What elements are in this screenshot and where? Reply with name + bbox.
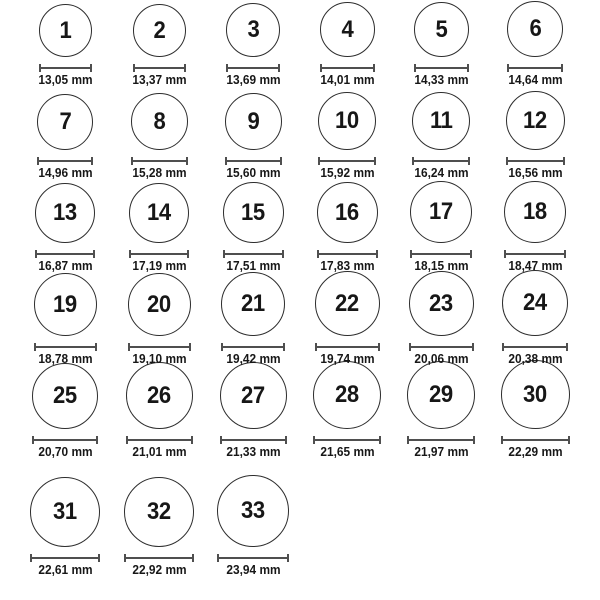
diameter-label: 20,70 mm [37, 445, 93, 460]
ring-size-number: 7 [59, 108, 71, 136]
diameter-label: 20,38 mm [507, 352, 563, 367]
diameter-dimension-line [504, 250, 566, 258]
diameter-dimension-line [133, 64, 186, 72]
ring-circle [223, 182, 284, 243]
ring-size-number: 9 [247, 107, 259, 135]
ring-size-cell [112, 372, 206, 465]
diameter-label: 17,51 mm [225, 259, 281, 274]
diameter-dimension-line [30, 554, 100, 562]
ring-circle [126, 362, 193, 429]
ring-size-cell [488, 186, 582, 279]
ring-size-cell [300, 93, 394, 186]
ring-circle [507, 1, 563, 57]
ring-circle [221, 272, 285, 336]
diameter-dimension-line [414, 64, 469, 72]
ring-size-number: 27 [241, 381, 265, 409]
ring-circle [414, 2, 469, 57]
ring-size-cell [18, 186, 112, 279]
ring-size-cell [488, 279, 582, 372]
diameter-dimension-line [223, 250, 284, 258]
diameter-label: 21,33 mm [225, 445, 281, 460]
diameter-label: 15,28 mm [131, 166, 187, 181]
ring-size-number: 29 [429, 381, 453, 409]
ring-size-cell [18, 279, 112, 372]
chart-row [18, 93, 582, 186]
ring-circle [124, 477, 194, 547]
ring-circle [34, 273, 97, 336]
diameter-dimension-line [502, 343, 568, 351]
ring-size-cell [112, 186, 206, 279]
diameter-label: 16,87 mm [37, 259, 93, 274]
diameter-dimension-line [318, 157, 376, 165]
ring-circle [35, 183, 95, 243]
ring-size-cell [18, 372, 112, 465]
diameter-dimension-line [313, 436, 381, 444]
diameter-dimension-line [410, 250, 472, 258]
diameter-dimension-line [409, 343, 474, 351]
ring-circle [410, 181, 472, 243]
ring-size-number: 13 [53, 199, 77, 227]
ring-circle [504, 181, 566, 243]
ring-size-number: 15 [241, 198, 265, 226]
ring-size-number: 6 [529, 15, 541, 43]
ring-size-number: 20 [147, 290, 171, 318]
diameter-dimension-line [225, 157, 282, 165]
ring-size-number: 26 [147, 381, 171, 409]
ring-size-cell [18, 465, 112, 583]
diameter-dimension-line [129, 250, 189, 258]
diameter-label: 22,92 mm [131, 563, 187, 578]
diameter-dimension-line [501, 436, 570, 444]
ring-size-cell [206, 0, 300, 93]
ring-size-number: 16 [335, 198, 359, 226]
diameter-dimension-line [412, 157, 470, 165]
ring-size-cell [112, 465, 206, 583]
ring-size-number: 8 [153, 107, 165, 135]
diameter-dimension-line [407, 436, 475, 444]
ring-size-number: 32 [147, 498, 171, 526]
ring-circle [409, 271, 474, 336]
ring-circle [129, 183, 189, 243]
diameter-label: 14,01 mm [319, 73, 375, 88]
ring-size-cell [394, 279, 488, 372]
ring-size-number: 5 [435, 15, 447, 43]
ring-size-number: 12 [523, 106, 547, 134]
ring-size-cell [18, 93, 112, 186]
diameter-label: 13,37 mm [131, 73, 187, 88]
chart-row [18, 279, 582, 372]
diameter-dimension-line [317, 250, 378, 258]
diameter-label: 20,06 mm [413, 352, 469, 367]
ring-size-cell [488, 0, 582, 93]
ring-circle [131, 93, 188, 150]
diameter-label: 14,64 mm [507, 73, 563, 88]
ring-size-cell [488, 93, 582, 186]
ring-size-cell [206, 93, 300, 186]
ring-size-cell [394, 93, 488, 186]
ring-circle [133, 4, 186, 57]
ring-size-number: 30 [523, 380, 547, 408]
diameter-label: 18,15 mm [413, 259, 469, 274]
diameter-label: 14,96 mm [37, 166, 93, 181]
ring-circle [220, 362, 287, 429]
chart-row [18, 372, 582, 465]
ring-circle [412, 92, 470, 150]
ring-size-number: 33 [241, 497, 265, 525]
ring-size-number: 21 [241, 290, 265, 318]
ring-circle [32, 363, 98, 429]
ring-circle [501, 360, 570, 429]
ring-circle [128, 273, 191, 336]
ring-circle [37, 94, 93, 150]
ring-size-number: 11 [429, 107, 453, 135]
ring-size-cell [300, 186, 394, 279]
ring-size-cell [300, 0, 394, 93]
ring-circle [30, 477, 100, 547]
ring-circle [506, 91, 565, 150]
diameter-dimension-line [35, 250, 95, 258]
ring-size-number: 2 [153, 16, 165, 44]
diameter-dimension-line [32, 436, 98, 444]
diameter-dimension-line [131, 157, 188, 165]
diameter-dimension-line [37, 157, 93, 165]
ring-size-cell [112, 279, 206, 372]
ring-size-cell [112, 93, 206, 186]
diameter-label: 15,92 mm [319, 166, 375, 181]
diameter-dimension-line [506, 157, 565, 165]
ring-circle [317, 182, 378, 243]
ring-circle [315, 271, 380, 336]
ring-circle [407, 361, 475, 429]
chart-row [18, 465, 582, 583]
ring-size-cell [394, 372, 488, 465]
diameter-label: 21,97 mm [413, 445, 469, 460]
ring-size-number: 23 [429, 289, 453, 317]
diameter-label: 22,61 mm [37, 563, 93, 578]
diameter-dimension-line [507, 64, 563, 72]
diameter-dimension-line [315, 343, 380, 351]
ring-size-cell [112, 0, 206, 93]
ring-size-number: 14 [147, 199, 171, 227]
ring-size-number: 24 [523, 289, 547, 317]
diameter-dimension-line [221, 343, 285, 351]
ring-size-number: 31 [53, 498, 77, 526]
ring-size-cell [206, 186, 300, 279]
diameter-label: 16,56 mm [507, 166, 563, 181]
ring-size-cell [394, 186, 488, 279]
ring-circle [502, 270, 568, 336]
diameter-label: 21,01 mm [131, 445, 187, 460]
ring-circle [217, 475, 289, 547]
ring-size-number: 19 [53, 290, 77, 318]
diameter-dimension-line [226, 64, 280, 72]
ring-size-number: 3 [247, 16, 259, 44]
diameter-label: 23,94 mm [225, 563, 281, 578]
ring-size-cell [488, 372, 582, 465]
ring-circle [39, 4, 92, 57]
diameter-dimension-line [217, 554, 289, 562]
diameter-dimension-line [220, 436, 287, 444]
ring-size-number: 1 [59, 16, 71, 44]
ring-size-cell [300, 279, 394, 372]
ring-size-cell [300, 372, 394, 465]
ring-size-cell [206, 465, 300, 583]
diameter-dimension-line [124, 554, 194, 562]
diameter-label: 21,65 mm [319, 445, 375, 460]
diameter-label: 15,60 mm [225, 166, 281, 181]
diameter-label: 17,83 mm [319, 259, 375, 274]
chart-row [18, 186, 582, 279]
ring-circle [313, 361, 381, 429]
ring-size-number: 22 [335, 289, 359, 317]
ring-size-number: 17 [429, 198, 453, 226]
ring-size-number: 10 [335, 107, 359, 135]
diameter-label: 16,24 mm [413, 166, 469, 181]
diameter-label: 18,47 mm [507, 259, 563, 274]
ring-size-cell [206, 372, 300, 465]
diameter-label: 18,78 mm [37, 352, 93, 367]
ring-size-number: 4 [341, 15, 353, 43]
ring-circle [225, 93, 282, 150]
diameter-label: 13,05 mm [37, 73, 93, 88]
ring-circle [318, 92, 376, 150]
diameter-label: 19,10 mm [131, 352, 187, 367]
ring-size-number: 28 [335, 381, 359, 409]
diameter-label: 17,19 mm [131, 259, 187, 274]
diameter-label: 19,74 mm [319, 352, 375, 367]
diameter-dimension-line [320, 64, 375, 72]
diameter-label: 19,42 mm [225, 352, 281, 367]
ring-size-cell [18, 0, 112, 93]
ring-circle [320, 2, 375, 57]
diameter-label: 13,69 mm [225, 73, 281, 88]
diameter-dimension-line [34, 343, 97, 351]
ring-size-number: 18 [523, 198, 547, 226]
diameter-dimension-line [126, 436, 193, 444]
diameter-dimension-line [39, 64, 92, 72]
chart-row [18, 0, 582, 93]
ring-size-number: 25 [53, 382, 77, 410]
ring-circle [226, 3, 280, 57]
diameter-label: 22,29 mm [507, 445, 563, 460]
ring-size-cell [394, 0, 488, 93]
diameter-label: 14,33 mm [413, 73, 469, 88]
diameter-dimension-line [128, 343, 191, 351]
ring-size-cell [206, 279, 300, 372]
